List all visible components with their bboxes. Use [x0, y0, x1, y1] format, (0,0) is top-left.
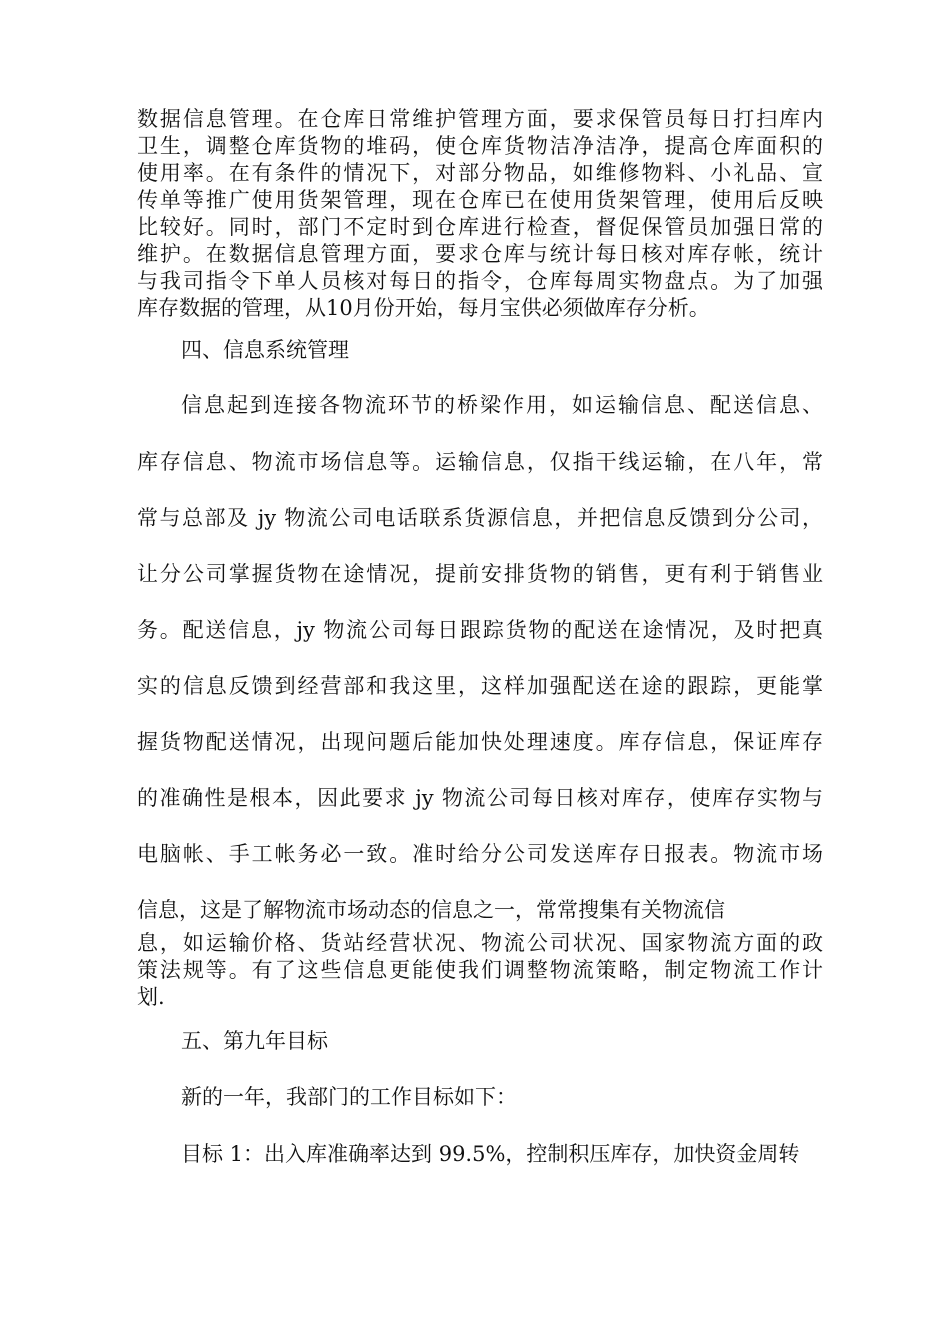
paragraph-goals-intro: 新的一年，我部门的工作目标如下： — [181, 1085, 517, 1109]
text-line: 传单等推广使用货架管理，现在仓库已在使用货架管理，使用后反映 — [137, 188, 823, 212]
text-line: 信息起到连接各物流环节的桥梁作用，如运输信息、配送信息、 — [181, 393, 823, 417]
text-line: 比较好。同时，部门不定时到仓库进行检查，督促保管员加强日常的 — [137, 215, 823, 239]
text-line: 握货物配送情况，出现问题后能加快处理速度。库存信息，保证库存 — [137, 730, 823, 754]
text-line: 策法规等。有了这些信息更能使我们调整物流策略，制定物流工作计 — [137, 958, 823, 982]
text-line: 务。配送信息，jy 物流公司每日跟踪货物的配送在途情况，及时把真 — [137, 618, 823, 642]
text-line: 电脑帐、手工帐务必一致。准时给分公司发送库存日报表。物流市场 — [137, 842, 823, 866]
text-line: 的准确性是根本，因此要求 jy 物流公司每日核对库存，使库存实物与 — [137, 786, 823, 810]
section-heading-4: 四、信息系统管理 — [181, 338, 349, 362]
text-line: 库存数据的管理，从10月份开始，每月宝供必须做库存分析。 — [137, 296, 710, 320]
text-line: 实的信息反馈到经营部和我这里，这样加强配送在途的跟踪，更能掌 — [137, 674, 823, 698]
text-line: 维护。在数据信息管理方面，要求仓库与统计每日核对库存帐，统计 — [137, 242, 823, 266]
section-heading-5: 五、第九年目标 — [181, 1029, 328, 1053]
text-line: 卫生，调整仓库货物的堆码，使仓库货物洁净洁净，提高仓库面积的 — [137, 134, 823, 158]
text-line: 库存信息、物流市场信息等。运输信息，仅指干线运输，在八年，常 — [137, 450, 823, 474]
text-line: 常与总部及 jy 物流公司电话联系货源信息，并把信息反馈到分公司， — [137, 506, 823, 530]
text-line: 划. — [137, 985, 165, 1009]
text-line: 数据信息管理。在仓库日常维护管理方面，要求保管员每日打扫库内 — [137, 107, 823, 131]
text-line: 息，如运输价格、货站经营状况、物流公司状况、国家物流方面的政 — [137, 931, 823, 955]
text-line: 与我司指令下单人员核对每日的指令，仓库每周实物盘点。为了加强 — [137, 269, 823, 293]
goal-item-1: 目标 1：出入库准确率达到 99.5%，控制积压库存，加快资金周转 — [181, 1142, 800, 1166]
text-line: 让分公司掌握货物在途情况，提前安排货物的销售，更有利于销售业 — [137, 562, 823, 586]
text-line: 使用率。在有条件的情况下，对部分物品，如维修物料、小礼品、宣 — [137, 161, 823, 185]
text-line: 信息，这是了解物流市场动态的信息之一，常常搜集有关物流信 — [137, 898, 725, 922]
